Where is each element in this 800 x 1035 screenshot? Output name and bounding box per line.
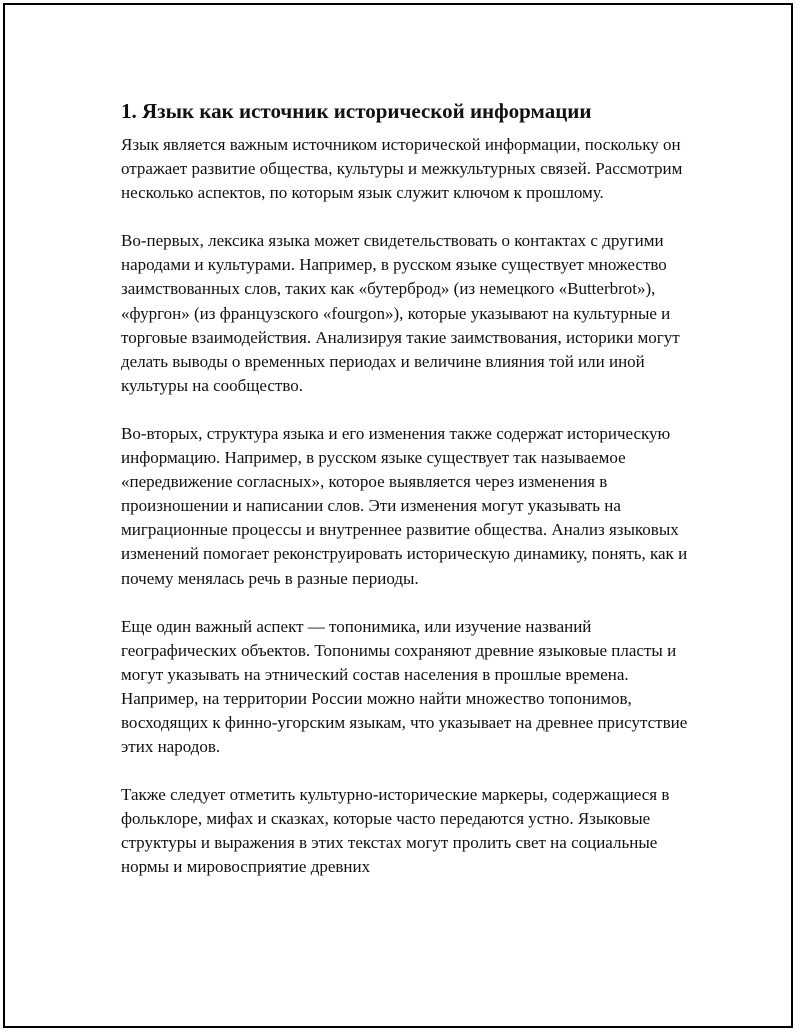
page-border — [3, 3, 793, 1028]
paragraph-lexicon: Во-первых, лексика языка может свидетельствовать о контактах с другими народами и культурами. Например, в русском языке существует множество заимствованных слов, таких как «бутерброд» (из немецкого «Butterbrot»), «фургон» (из французского «fourgon»), которые указывают на культурные и торговые взаимодействия. Анализируя такие заимствования, историки могут делать выводы о временных периодах и величине влияния той или иной культуры на сообщество. — [121, 231, 680, 395]
paragraph-structure: Во-вторых, структура языка и его изменения также содержат историческую информацию. Например, в русском языке существует так называемое «передвижение согласных», которое выявляется через изменения в произношении и написании слов. Эти изменения могут указывать на миграционные процессы и внутреннее развитие общества. Анализ языковых изменений помогает реконструировать историческую динамику, понять, как и почему менялась речь в разные периоды. — [121, 423, 688, 588]
paragraph-intro: Язык является важным источником исторической информации, поскольку он отражает развитие общества, культуры и межкультурных связей. Рассмотрим несколько аспектов, по которым язык служит ключом к прошлому. — [121, 135, 683, 203]
section-heading: 1. Язык как источник исторической информации — [121, 99, 592, 123]
document-body — [121, 97, 701, 904]
paragraph-toponymy: Еще один важный аспект — топонимика, или изучение названий географических объектов. Топонимы сохраняют древние языковые пласты и могут указывать на этнический состав населения в прошлые времена. Например, на территории России можно найти множество топонимов, восходящих к финно-угорским языкам, что указывает на древнее присутствие этих народов. — [121, 616, 688, 757]
paragraph-folklore: Также следует отметить культурно-исторические маркеры, содержащиеся в фольклоре, мифах и сказках, которые часто передаются устно. Языковые структуры и выражения в этих текстах могут пролить свет на социальные нормы и мировосприятие древних — [121, 785, 670, 877]
